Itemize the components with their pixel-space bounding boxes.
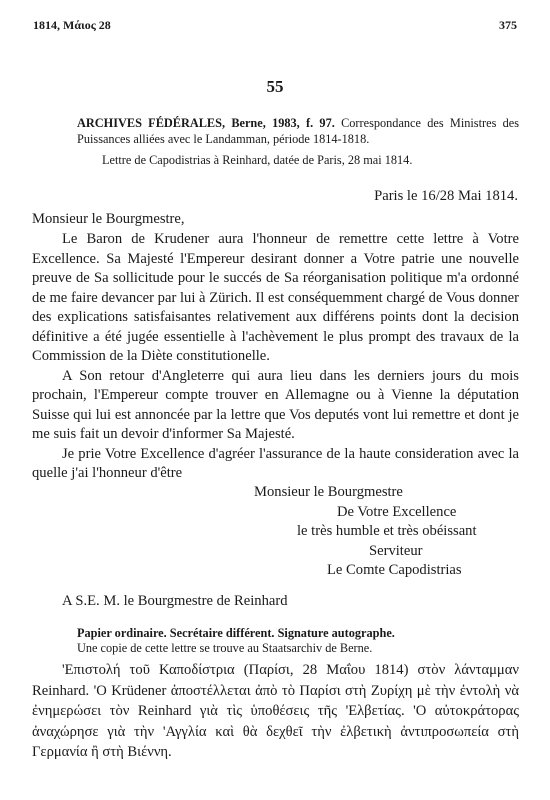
running-head-date: 1814, Μάιος 28: [33, 18, 111, 32]
summary-paragraph: 'Επιστολή τοῦ Καποδίστρια (Παρίσι, 28 Μαΐου 1814) στὸν λάνταμμαν Reinhard. 'Ο Krüdener ἀποστέλλεται ἀπὸ τὸ Παρίσι στὴ Ζυρίχη μὲ τὴν ἐντολὴ νὰ ἐνημερώσει τὸν Reinhard γιὰ τὶς ὑποθέσεις τῆς 'Ελβετίας. 'Ο αὐτοκράτορας ἀναχώρησε γιὰ τὴν 'Αγγλία καὶ θὰ δεχθεῖ τὴν ἐλβετικὴ ἀντιπροσωπεία στὴ Γερμανία ἢ στὴ Βιέννη.: [32, 662, 519, 760]
note-line: Une copie de cette lettre se trouve au Staatsarchiv de Berne.: [77, 641, 373, 655]
note-line: Papier ordinaire. Secrétaire différent. Signature autographe.: [77, 626, 395, 640]
letter-paragraph: A Son retour d'Angleterre qui aura lieu dans les derniers jours du mois prochain, l'Empereur compte trouver en Allemagne ou à Vienne la députation Suisse qui lui est annoncée par la lettre que Vos deputés vont lui remettre et dont je me suis fait un devoir d'informer Sa Majesté.: [32, 367, 519, 442]
archival-source-rest: Correspondance des Ministres des Puissances alliées avec le Landamman, période 1814-1818.: [77, 116, 520, 146]
editorial-notes: [77, 626, 395, 656]
letter-recipient: A S.E. M. le Bourgmestre de Reinhard: [62, 593, 288, 609]
letter-paragraph: Le Baron de Krudener aura l'honneur de remettre cette lettre à Votre Excellence. Sa Majesté l'Empereur desirant donner a Votre patrie une nouvelle preuve de Sa sollicitude pour le succés de Sa réorganisation politique m'a ordonné de me faire devancer par lui à Zürich. Il est conséquemment chargé de Vous donner des explications satisfaisantes relativement aux différens points dont la decision définitive a été jugée essentielle à l'achèvement le plus prompt des travaux de la Commission de la Diète constitutionelle.: [32, 231, 519, 364]
closing-line: le très humble et très obéissant: [297, 523, 477, 540]
running-head: [33, 18, 517, 36]
letter-closing: [32, 483, 519, 581]
letter-description: Lettre de Capodistrias à Reinhard, datée de Paris, 28 mai 1814.: [102, 153, 413, 167]
closing-line: Serviteur: [369, 542, 423, 559]
letter-paragraph: Je prie Votre Excellence d'agréer l'assurance de la haute consideration avec la quelle j'ai l'honneur d'être: [32, 445, 519, 481]
archival-source: [77, 115, 519, 147]
letter-dateline: Paris le 16/28 Mai 1814.: [374, 188, 518, 204]
page-number: 375: [499, 18, 517, 32]
archival-source-lead: ARCHIVES FÉDÉRALES, Berne, 1983, f. 97.: [77, 116, 335, 130]
document-number: 55: [266, 77, 284, 96]
signature-line: Le Comte Capodistrias: [327, 562, 462, 579]
letter-salutation: Monsieur le Bourgmestre,: [32, 211, 185, 227]
greek-summary: [32, 660, 519, 763]
letter-body: [32, 230, 519, 484]
closing-line: Monsieur le Bourgmestre: [254, 484, 403, 500]
closing-line: De Votre Excellence: [337, 503, 457, 520]
